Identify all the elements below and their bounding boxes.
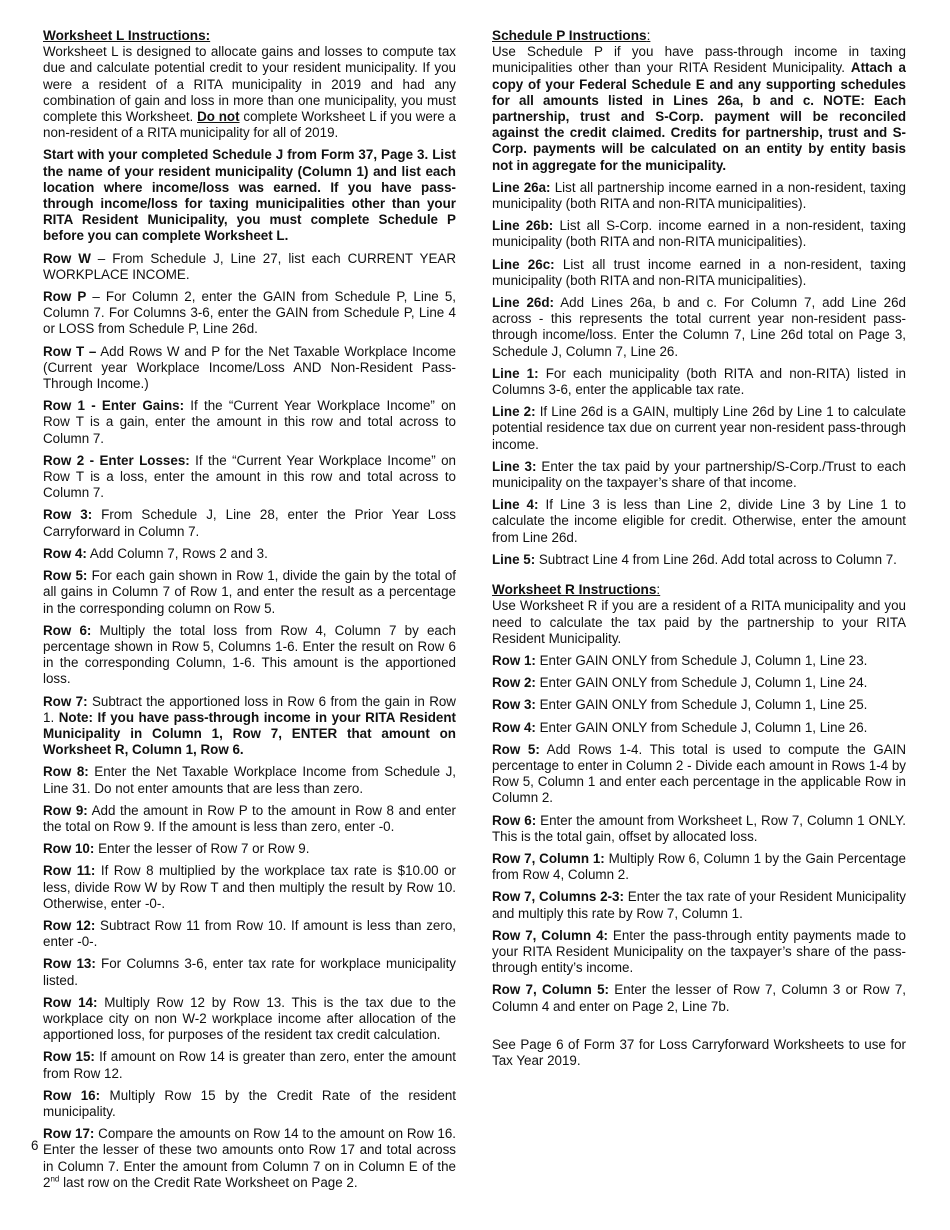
line-4: Line 4: If Line 3 is less than Line 2, divide Line 3 by Line 1 to calculate the income eligible for credit. Otherwise, enter the amount from Line 26d. [492, 497, 906, 545]
schedule-p-intro: Use Schedule P if you have pass-through income in taxing municipalities other than your RITA Resident Municipality. Attach a copy of your Federal Schedule E and any supporting schedules for all amounts listed in Lines 26a, b and c. NOTE: Each partnership, trust and S-Corp. payment will be reconciled against the credit claimed. Credits for partnership, trust and S-Corp. payments will be calculated on an entity by entity basis not in aggregate for the municipality. [492, 44, 906, 173]
row-t: Row T – Add Rows W and P for the Net Taxable Workplace Income (Current year Workplace Income/Loss AND Non-Resident Pass-Through Income.) [43, 343, 457, 392]
wr-row-1: Row 1: Enter GAIN ONLY from Schedule J, Column 1, Line 23. [492, 652, 868, 668]
row-7: Row 7: Subtract the apportioned loss in Row 6 from the gain in Row 1. Note: If you have pass-through income in your RITA Resident Municipality in Column 1, Row 7, ENTER that amount on Worksheet R, Column 1, Row 6. [43, 693, 456, 758]
worksheet-r-heading: Worksheet R Instructions: [492, 582, 661, 598]
worksheet-l-heading: Worksheet L Instructions: [43, 28, 211, 43]
line-2: Line 2: If Line 26d is a GAIN, multiply Line 26d by Line 1 to calculate potential residence tax due on current year non-resident pass-through income. [492, 404, 906, 452]
row-14: Row 14: Multiply Row 12 by Row 13. This is the tax due to the workplace city on non W-2 workplace income after allocation of the apportioned loss, for purposes of the resident tax credit calculation. [43, 994, 456, 1043]
row-17: Row 17: Compare the amounts on Row 14 to the amount on Row 16. Enter the lesser of these two amounts onto Row 17 and total across in Column 7. Enter the amount from Column 7 on in Column E of the 2nd last row on the Credit Rate Worksheet on Page 2. [43, 1126, 456, 1190]
line-5: Line 5: Subtract Line 4 from Line 26d. Add total across to Column 7. [492, 551, 897, 567]
row-15: Row 15: If amount on Row 14 is greater than zero, enter the amount from Row 12. [43, 1049, 457, 1081]
row-3: Row 3: From Schedule J, Line 28, enter the Prior Year Loss Carryforward in Column 7. [43, 507, 456, 539]
row-8: Row 8: Enter the Net Taxable Workplace Income from Schedule J, Line 31. Do not enter amounts that are less than zero. [43, 764, 456, 796]
row-9: Row 9: Add the amount in Row P to the amount in Row 8 and enter the total on Row 9. If the amount is less than zero, enter -0. [43, 802, 456, 834]
row-2: Row 2 - Enter Losses: If the “Current Year Workplace Income” on Row T is a loss, enter the amount in this row and total across to Column 7. [43, 452, 457, 501]
row-12: Row 12: Subtract Row 11 from Row 10. If amount is less than zero, enter -0-. [43, 917, 456, 950]
worksheet-l-start: Start with your completed Schedule J from Form 37, Page 3. List the name of your resident municipality (Column 1) and list each location where income/loss was earned. If you have pass-through income/loss for taxing municipalities other than your RITA Resident Municipality, you must complete Schedule P before you can complete Worksheet L. [43, 147, 456, 244]
worksheet-l-column [43, 28, 456, 1197]
wr-row-6: Row 6: Enter the amount from Worksheet L, Row 7, Column 1 ONLY. This is the total gain, offset by allocated loss. [492, 812, 906, 844]
page-number: 6 [31, 1138, 39, 1153]
line-26c: Line 26c: List all trust income earned in a non-resident, taxing municipality (both RITA and non-RITA municipalities). [492, 256, 906, 288]
wr-row-7-col-2-3: Row 7, Columns 2-3: Enter the tax rate of your Resident Municipality and multiply this rate by Row 7, Column 1. [492, 889, 906, 921]
line-26b: Line 26b: List all S-Corp. income earned in a non-resident, taxing municipality (both RITA and non-RITA municipalities). [492, 218, 907, 250]
schedule-p-heading: Schedule P Instructions: [492, 28, 651, 43]
row-6: Row 6: Multiply the total loss from Row 4, Column 7 by each percentage shown in Row 5, Columns 1-6. Enter the result on Row 6 in the corresponding Column, 1-6. This amount is the apportioned loss. [43, 622, 456, 687]
wr-row-3: Row 3: Enter GAIN ONLY from Schedule J, Column 1, Line 25. [492, 697, 868, 713]
wr-row-2: Row 2: Enter GAIN ONLY from Schedule J, Column 1, Line 24. [492, 675, 868, 691]
worksheet-l-intro: Worksheet L is designed to allocate gains and losses to compute tax due and calculate potential credit to your resident municipality. If you were a resident of a RITA municipality in 2019 and had any combination of gain and loss in more than one municipality, you must complete this Worksheet. Do not complete Worksheet L if you were a non-resident of a RITA municipality for all of 2019. [43, 44, 457, 141]
wr-row-7-col-4: Row 7, Column 4: Enter the pass-through entity payments made to your RITA Resident Municipality on the taxpayer’s share of the pass-through entity’s income. [492, 927, 907, 976]
line-1: Line 1: For each municipality (both RITA and non-RITA) listed in Columns 3-6, enter the applicable tax rate. [492, 365, 907, 398]
row-16: Row 16: Multiply Row 15 by the Credit Rate of the resident municipality. [43, 1087, 456, 1119]
row-13: Row 13: For Columns 3-6, enter tax rate for workplace municipality listed. [43, 956, 456, 988]
schedule-p-column [492, 28, 906, 1075]
row-p: Row P – For Column 2, enter the GAIN from Schedule P, Line 5, Column 7. For Columns 3-6, enter the GAIN from Schedule P, Line 4 or LOSS from Schedule P, Line 26d. [43, 289, 456, 337]
row-10: Row 10: Enter the lesser of Row 7 or Row 9. [43, 841, 310, 857]
wr-row-5: Row 5: Add Rows 1-4. This total is used to compute the GAIN percentage to enter in Column 2 - Divide each amount in Rows 1-4 by Row 5, Column 1 and enter each percentage in the applicable Row in Column 2. [492, 741, 906, 806]
wr-row-7-col-5: Row 7, Column 5: Enter the lesser of Row 7, Column 3 or Row 7, Column 4 and enter on Page 2, Line 7b. [492, 982, 906, 1014]
row-w: Row W – From Schedule J, Line 27, list each CURRENT YEAR WORKPLACE INCOME. [43, 250, 457, 282]
wr-row-4: Row 4: Enter GAIN ONLY from Schedule J, Column 1, Line 26. [492, 719, 868, 735]
worksheet-r-intro: Use Worksheet R if you are a resident of a RITA municipality and you need to calculate the tax paid by the partnership to your RITA Resident Municipality. [492, 598, 906, 646]
row-4: Row 4: Add Column 7, Rows 2 and 3. [43, 545, 268, 561]
worksheet-r-footer: See Page 6 of Form 37 for Loss Carryforward Worksheets to use for Tax Year 2019. [492, 1036, 906, 1068]
row-5: Row 5: For each gain shown in Row 1, divide the gain by the total of all gains in Column 7 of Row 1, and enter the result as a percentage in the corresponding column on Row 5. [43, 568, 456, 616]
wr-row-7-col-1: Row 7, Column 1: Multiply Row 6, Column 1 by the Gain Percentage from Row 4, Column 2. [492, 850, 906, 883]
row-11: Row 11: If Row 8 multiplied by the workplace tax rate is $10.00 or less, divide Row W by Row T and then multiply the result by Row 10. Otherwise, enter -0-. [43, 863, 456, 911]
line-3: Line 3: Enter the tax paid by your partnership/S-Corp./Trust to each municipality on the taxpayer’s share of that income. [492, 458, 906, 491]
line-26a: Line 26a: List all partnership income earned in a non-resident, taxing municipality (both RITA and non-RITA municipalities). [492, 179, 906, 212]
line-26d: Line 26d: Add Lines 26a, b and c. For Column 7, add Line 26d across - this represents the total current year non-resident pass-through income/loss. Enter the Column 7, Line 26d total on Page 3, Schedule J, Column 7, Line 26. [492, 295, 907, 359]
row-1: Row 1 - Enter Gains: If the “Current Year Workplace Income” on Row T is a gain, enter the amount in this row and total across to Column 7. [43, 398, 457, 446]
